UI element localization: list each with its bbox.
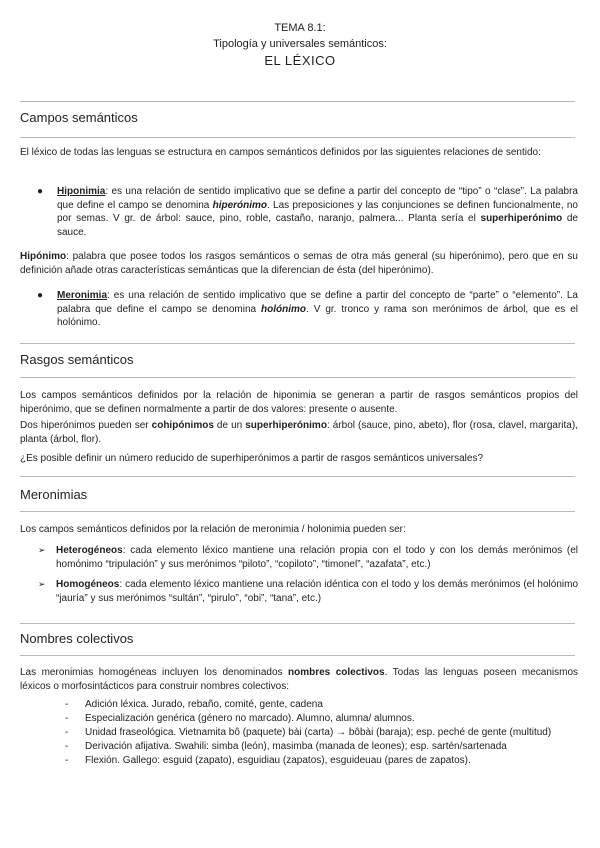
list-item-text: Unidad fraseológica. Vietnamita bô (paquete) bài (carta) → bôbài (baraja); esp. peché de gente (multitud) xyxy=(85,727,552,738)
divider xyxy=(20,623,575,624)
term-superhiperonimo: superhiperónimo xyxy=(245,420,327,431)
rasgos-p2 xyxy=(20,419,578,446)
text: . Las preposiciones y las conjunciones se definen funcionalmente, no por semas. V gr. de árbol: sauce, pino, roble, castaño, naranjo, palmera... Planta sería el xyxy=(57,199,578,224)
section-heading-nombres: Nombres colectivos xyxy=(20,631,134,646)
text: : es una relación de sentido implicativo que se define a partir del concepto de “parte” o “elemento”. La palabra que define el campo se denomina xyxy=(57,290,578,315)
topic-subtitle: Tipología y universales semánticos: xyxy=(213,38,387,50)
term-cohiponimos: cohipónimos xyxy=(151,420,214,431)
campos-intro: El léxico de todas las lenguas se estructura en campos semánticos definidos por las siguientes relaciones de sentido: xyxy=(20,147,541,158)
item-heterogeneos xyxy=(38,544,578,571)
bullet-icon: ● xyxy=(37,290,44,301)
rasgos-p1: Los campos semánticos definidos por la relación de hiponimia se generan a partir de rasgos semánticos propios del hiperónimo, que se definen normalmente a partir de dos valores: presente o ausente. xyxy=(20,390,578,415)
section-heading-meronimias: Meronimias xyxy=(20,487,88,502)
bullet-icon: ● xyxy=(37,186,44,197)
text: : palabra que posee todos los rasgos semánticos o semas de otra más general (su hiperónimo), pero que en su definición añade otras características semánticas que la diferencian de ésta (del hiperónimo). xyxy=(20,251,578,276)
arrow-bullet-icon: ➢ xyxy=(38,545,46,555)
hiponimo-definition xyxy=(20,250,578,277)
divider xyxy=(20,377,575,378)
dash-bullet: - xyxy=(65,741,69,752)
text: Las meronimias homogéneas incluyen los denominados xyxy=(20,667,288,678)
divider xyxy=(20,343,575,344)
title-block xyxy=(0,20,600,70)
term-nombres-colectivos: nombres colectivos xyxy=(287,667,385,678)
text: de sauce. xyxy=(57,213,578,238)
dash-bullet: - xyxy=(65,755,69,766)
text: Dos hiperónimos pueden ser xyxy=(20,420,152,431)
divider xyxy=(20,101,575,102)
list-item xyxy=(65,726,578,740)
meronimias-intro: Los campos semánticos definidos por la relación de meronimia / holonimia pueden ser: xyxy=(20,524,406,535)
term-hiponimia: Hiponimia xyxy=(57,186,106,197)
topic-number: TEMA 8.1: xyxy=(274,22,326,34)
nombres-intro xyxy=(20,666,578,693)
term-holonimo: holónimo xyxy=(261,303,307,315)
list-item-text: Flexión. Gallego: esguid (zapato), esguidiau (zapatos), esguideuau (pares de zapatos). xyxy=(85,755,471,766)
rasgos-p3: ¿Es posible definir un número reducido de superhiperónimos a partir de rasgos semánticos universales? xyxy=(20,453,484,464)
text: . V gr. tronco y rama son merónimos de árbol, que es el holónimo. xyxy=(57,303,578,328)
divider xyxy=(20,137,575,138)
text: . Todas las lenguas poseen mecanismos léxicos o morfosintácticos para construir nombres colectivos: xyxy=(20,667,579,692)
text: : es una relación de sentido implicativo que se define a partir del concepto de “tipo” o “clase”. La palabra que define el campo se denomina xyxy=(57,186,578,211)
term-superhiperonimo: superhiperónimo xyxy=(480,213,563,224)
divider xyxy=(20,511,575,512)
list-item-text: Especialización genérica (género no marcado). Alumno, alumna/ alumnos. xyxy=(85,713,415,724)
list-item-text: Derivación afijativa. Swahili: simba (león), masimba (manada de leones); esp. sartén/sartenada xyxy=(85,741,507,752)
dash-bullet: - xyxy=(65,713,69,724)
list-item-text: Adición léxica. Jurado, rebaño, comité, gente, cadena xyxy=(85,699,323,710)
text: : cada elemento léxico mantiene una relación idéntica con el todo y los demás merónimos (el holónimo “jauría” y sus merónimos “sultán”, “pirulo”, “obi”, “tana”, etc.) xyxy=(56,579,578,604)
dash-bullet: - xyxy=(65,727,69,738)
section-heading-rasgos: Rasgos semánticos xyxy=(20,352,134,367)
bullet-hiponimia xyxy=(37,185,578,239)
term-heterogeneos: Heterogéneos xyxy=(56,545,123,556)
text: : árbol (sauce, pino, abeto), flor (rosa, clavel, margarita), planta (árbol, flor). xyxy=(20,420,578,445)
text: : cada elemento léxico mantiene una relación propia con el todo y con los demás merónimos (el homónimo “tripulación” y sus merónimos “piloto”, “copiloto”, “timonel”, “azafata”, etc.) xyxy=(56,545,578,570)
dash-bullet: - xyxy=(65,699,69,710)
list-item xyxy=(65,698,578,712)
divider xyxy=(20,655,575,656)
bullet-meronimia xyxy=(37,289,578,330)
page-title: EL LÉXICO xyxy=(264,53,336,68)
divider xyxy=(20,476,575,477)
item-homogeneos xyxy=(38,578,578,605)
list-item xyxy=(65,712,578,726)
section-heading-campos: Campos semánticos xyxy=(20,110,138,125)
list-item xyxy=(65,754,578,768)
term-hiponimo: Hipónimo xyxy=(20,251,67,262)
term-meronimia: Meronimia xyxy=(57,290,108,301)
arrow-bullet-icon: ➢ xyxy=(38,579,46,589)
term-hiperonimo: hiperónimo xyxy=(212,199,268,211)
text: de un xyxy=(213,420,246,431)
list-item xyxy=(65,740,578,754)
term-homogeneos: Homogéneos xyxy=(56,579,120,590)
